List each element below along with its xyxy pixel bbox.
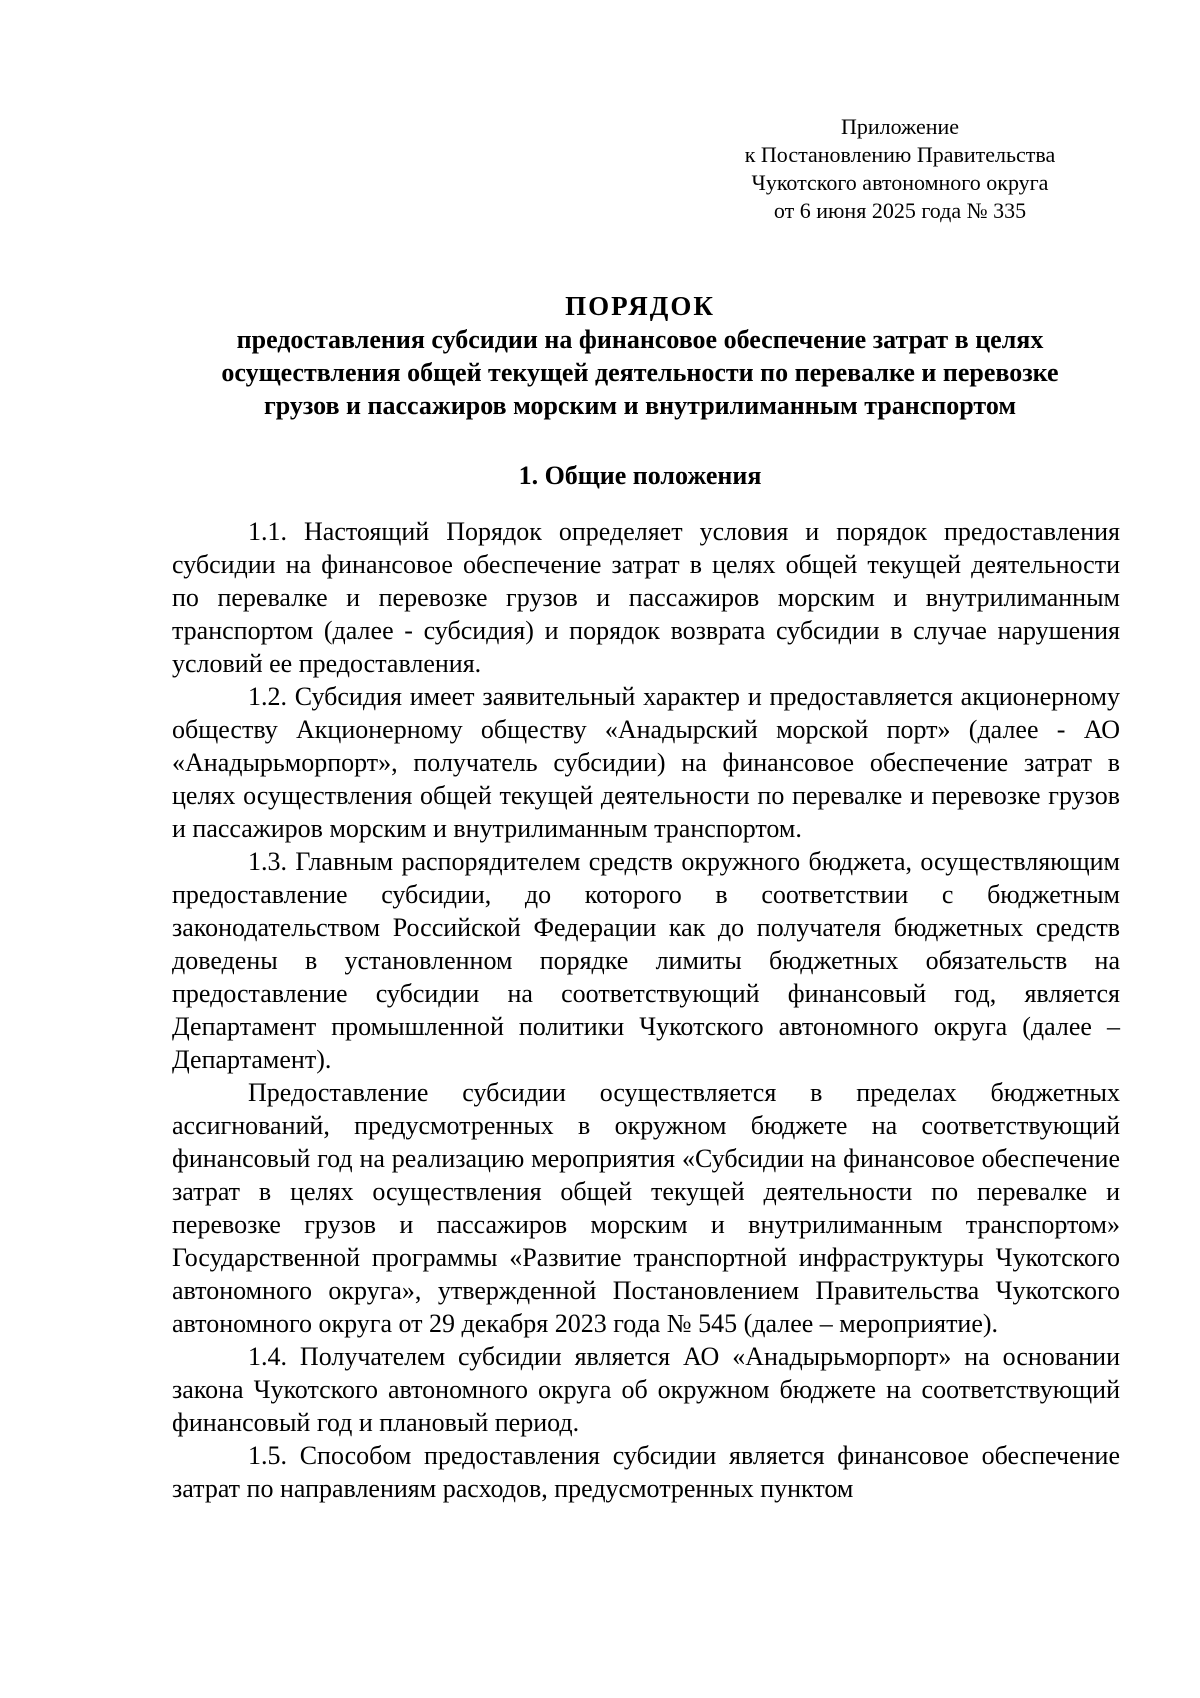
document-body	[172, 515, 1120, 1505]
document-title	[150, 289, 1130, 422]
title-subtitle	[150, 323, 1130, 422]
subtitle-line-2: осуществления общей текущей деятельности по перевалке и перевозке	[221, 358, 1059, 387]
title-main: ПОРЯДОК	[565, 291, 715, 321]
appendix-line-3: Чукотского автономного округа	[751, 170, 1049, 195]
appendix-header	[700, 113, 1100, 225]
subtitle-line-3: грузов и пассажиров морским и внутрилиманным транспортом	[263, 391, 1017, 420]
paragraph-1-1: 1.1. Настоящий Порядок определяет условия и порядок предоставления субсидии на финансовое обеспечение затрат в целях общей текущей деятельности по перевалке и перевозке грузов и пассажиров морским и внутрилиманным транспортом (далее - субсидия) и порядок возврата субсидии в случае нарушения условий ее предоставления.	[172, 517, 1120, 678]
appendix-line-4: от 6 июня 2025 года № 335	[773, 198, 1027, 223]
paragraph-1-3-continued: Предоставление субсидии осуществляется в пределах бюджетных ассигнований, предусмотренных в окружном бюджете на соответствующий финансовый год на реализацию мероприятия «Субсидии на финансовое обеспечение затрат в целях осуществления общей текущей деятельности по перевалке и перевозке грузов и пассажиров морским и внутрилиманным транспортом» Государственной программы «Развитие транспортной инфраструктуры Чукотского автономного округа», утвержденной Постановлением Правительства Чукотского автономного округа от 29 декабря 2023 года № 545 (далее – мероприятие).	[172, 1078, 1120, 1338]
paragraph-1-5: 1.5. Способом предоставления субсидии является финансовое обеспечение затрат по направлениям расходов, предусмотренных пунктом	[172, 1441, 1120, 1503]
appendix-line-2: к Постановлению Правительства	[744, 142, 1056, 167]
paragraph-1-4: 1.4. Получателем субсидии является АО «Анадырьморпорт» на основании закона Чукотского автономного округа об окружном бюджете на соответствующий финансовый год и плановый период.	[172, 1342, 1120, 1437]
section-heading: 1. Общие положения	[518, 461, 762, 490]
appendix-line-1: Приложение	[840, 114, 960, 139]
subtitle-line-1: предоставления субсидии на финансовое обеспечение затрат в целях	[236, 325, 1044, 354]
paragraph-1-3: 1.3. Главным распорядителем средств окружного бюджета, осуществляющим предоставление субсидии, до которого в соответствии с бюджетным законодательством Российской Федерации как до получателя бюджетных средств доведены в установленном порядке лимиты бюджетных обязательств на предоставление субсидии на соответствующий финансовый год, является Департамент промышленной политики Чукотского автономного округа (далее – Департамент).	[172, 847, 1120, 1074]
paragraph-1-2: 1.2. Субсидия имеет заявительный характер и предоставляется акционерному обществу Акционерному обществу «Анадырский морской порт» (далее - АО «Анадырьморпорт», получатель субсидии) на финансовое обеспечение затрат в целях осуществления общей текущей деятельности по перевалке и перевозке грузов и пассажиров морским и внутрилиманным транспортом.	[172, 682, 1120, 843]
